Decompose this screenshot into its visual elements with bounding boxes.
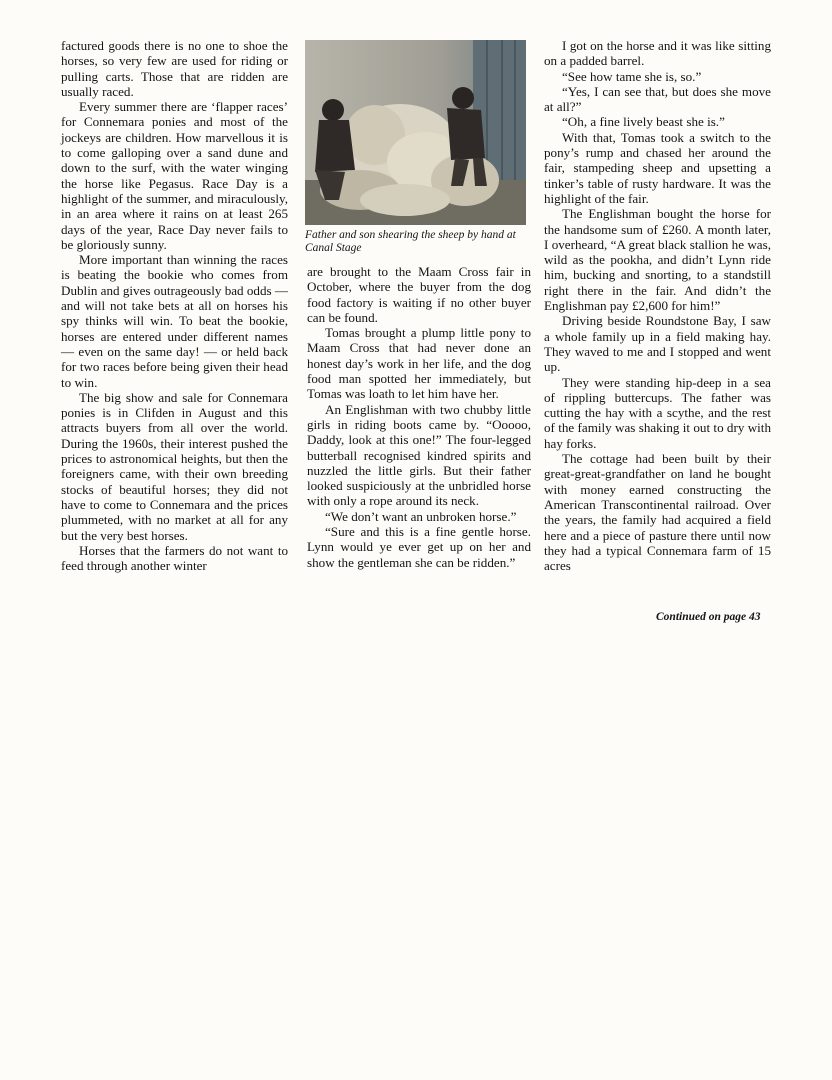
paragraph: “Oh, a fine lively beast she is.”: [562, 114, 725, 130]
paragraph: Every summer there are ‘flapper races’ for Connemara ponies and most of the jockeys are children. How marvellous it is to come galloping over a sand dune and down to the surf, with the water winging the horse like Pegasus. Race Day is a highlight of the summer, and miraculously, in an area where it rains on at least 265 days of the year, Race Day never fails to be gloriously sunny.: [61, 99, 288, 252]
paragraph: I got on the horse and it was like sitting on a padded barrel.: [544, 38, 771, 69]
article-column-1: [61, 38, 288, 573]
paragraph: The big show and sale for Connemara ponies is in Clifden in August and this attracts buyers from all over the world. During the 1960s, their interest pushed the prices to astronomical heights, but then the foreigners came, with their own breeding stocks of beautiful horses; they did not have to come to Connemara and the prices plummeted, with no market at all for any but the very best horses.: [61, 389, 288, 543]
photo-caption: Father and son shearing the sheep by hand at Canal Stage: [305, 229, 516, 254]
paragraph: The Englishman bought the horse for the handsome sum of £260. A month later, I overheard, “A great black stallion he was, wild as the pookha, and didn’t Lynn ride him, bucking and snorting, to a standstill right there in the fair. And didn’t the Englishman pay £2,600 for him!”: [544, 206, 771, 314]
paragraph: “See how tame she is, so.”: [562, 68, 702, 84]
paragraph: “Sure and this is a fine gentle horse. Lynn would ye ever get up on her and show the gentleman she can be ridden.”: [307, 524, 531, 570]
paragraph: “We don’t want an unbroken horse.”: [325, 508, 517, 524]
paragraph: More important than winning the races is beating the bookie who comes from Dublin and gives outrageously bad odds — and will not take bets at all on horses his spy thinks will win. To beat the bookie, horses are entered under different names — even on the same day! — or held back for two races before being given their head to win.: [61, 252, 288, 390]
paragraph: Horses that the farmers do not want to feed through another winter: [61, 542, 288, 574]
paragraph: are brought to the Maam Cross fair in October, where the buyer from the dog food factory is waiting if no other buyer can be found.: [307, 264, 531, 325]
continued-note: Continued on page 43: [656, 611, 761, 623]
paragraph: Driving beside Roundstone Bay, I saw a whole family up in a field making hay. They waved to me and I stopped and went up.: [544, 313, 771, 375]
paragraph: factured goods there is no one to shoe the horses, so very few are used for riding or pulling carts. Those that are ridden are usually raced.: [61, 38, 288, 99]
paragraph: Tomas brought a plump little pony to Maam Cross that had never done an honest day’s work in her life, and the dog food man spotted her immediately, but Tomas was loath to let him have her.: [307, 325, 531, 402]
article-column-2: [307, 264, 531, 570]
sheep-shearing-photo: [305, 40, 526, 225]
paragraph: “Yes, I can see that, but does she move at all?”: [544, 83, 771, 115]
paragraph: They were standing hip-deep in a sea of rippling buttercups. The father was cutting the hay with a scythe, and the rest of the family was shaking it out to dry with hay forks.: [544, 374, 771, 451]
paragraph: The cottage had been built by their great-great-grandfather on land he bought with money earned constructing the American Transcontinental railroad. Over the years, the family had acquired a field here and a piece of pasture there until now they had a typical Connemara farm of 15 acres: [544, 451, 771, 574]
paragraph: With that, Tomas took a switch to the pony’s rump and chased her around the fair, stampeding sheep and upsetting a tinker’s table of rusty hardware. It was the highlight of the fair.: [544, 129, 771, 206]
paragraph: An Englishman with two chubby little girls in riding boots came by. “Ooooo, Daddy, look at this one!” The four-legged butterball recognised kindred spirits and nuzzled the little girls. But their father looked suspiciously at the unbridled horse with only a rope around its neck.: [307, 401, 531, 509]
article-column-3: [544, 38, 771, 573]
